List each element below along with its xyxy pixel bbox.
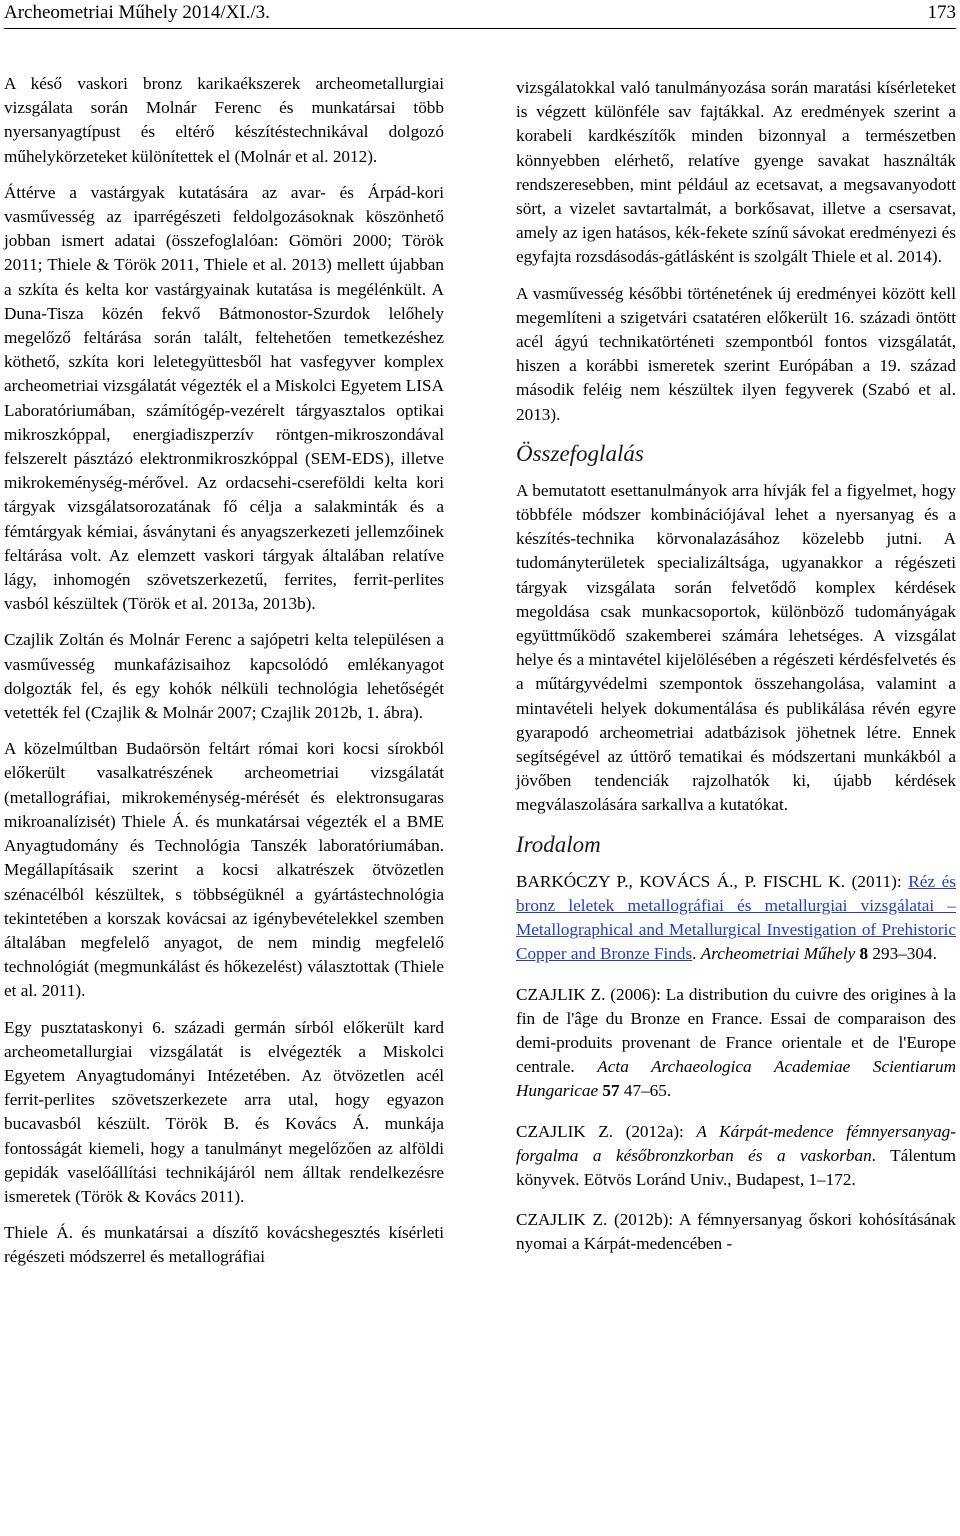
reference-item: [516, 983, 956, 1104]
reference-separator: .: [692, 944, 701, 964]
reference-journal: Acta Archaeologica Academiae Scientiarum Hungaricae: [516, 1057, 956, 1101]
reference-item: [516, 870, 956, 967]
reference-journal: Archeometriai Műhely: [700, 944, 856, 964]
page-header: [4, 0, 956, 29]
reference-title: A Kárpát-medence fémnyersanyag-forgalma a későbronzkorban és a vaskorban: [516, 1121, 956, 1165]
reference-authors: CZAJLIK Z. (2012a):: [516, 1121, 697, 1141]
reference-authors: CZAJLIK Z. (2012b): A fémnyersanyag őskori kohósításának nyomai a Kárpát-medencében -: [516, 1210, 956, 1254]
reference-volume: 57: [598, 1081, 620, 1101]
paragraph: Thiele Á. és munkatársai a díszítő kovácshegesztés kísérleti régészeti módszerrel és metallográfiai: [4, 1223, 444, 1267]
left-column: [4, 72, 444, 1282]
paragraph: Czajlik Zoltán és Molnár Ferenc a sajópetri kelta településen a vasművesség munkafázisaihoz kapcsolódó emlékanyagot dolgozták fel, és egy kohók nélküli technológia lehetőségét vetették fel (Czajlik & Molnár 2007; Czajlik 2012b, 1. ábra).: [4, 630, 444, 723]
reference-authors: CZAJLIK Z. (2006): La distribution du cuivre des origines à la fin de l'âge du Bronze en France. Essai de comparaison des demi-produits provenant de France orientale et de l'Europe centrale.: [516, 984, 956, 1077]
journal-title: Archeometriai Műhely 2014/XI./3.: [4, 2, 270, 23]
reference-item: [516, 1120, 956, 1193]
summary-heading: Összefoglalás: [516, 440, 644, 466]
reference-item: [516, 1208, 956, 1256]
right-column: [516, 76, 956, 1273]
paragraph: Egy pusztataskonyi 6. századi germán sírból előkerült kard archeometallurgiai vizsgálatát is elvégezték a Miskolci Egyetem Anyagtudományi Intézetében. Az ötvözetlen acél ferrit-perlites szövetszerkezete arra utal, hogy egyazon bucavasból készült. Török B. és Kovács Á. munkája fontosságát kiemeli, hogy a tanulmányt megelőzően az alföldi gepidák vaselőállítási technikájáról nem álltak rendelkezésre ismeretek (Török & Kovács 2011).: [4, 1017, 444, 1206]
paragraph: A késő vaskori bronz karikaékszerek archeometallurgiai vizsgálata során Molnár Ferenc és munkatársai több nyersanyagtípust és eltérő készítéstechnikával dolgozó műhelykörzeteket különítettek el (Molnár et al. 2012).: [4, 74, 444, 166]
reference-publisher: . Tálentum könyvek. Eötvös Loránd Univ., Budapest, 1–172.: [516, 1145, 957, 1189]
reference-pages: 47–65.: [619, 1081, 672, 1101]
paragraph: vizsgálatokkal való tanulmányozása során maratási kísérleteket is végzett különféle sav fajtákkal. Az eredmények szerint a korabeli kardkészítők minden bizonnyal a természetben könnyebben elérhető, relatíve gyenge savakat használták rendszeresebben, mint például az ecetsavat, a megsavanyodott sört, a vizelet savtartalmát, a borkősavat, illetve a csersavat, amely az igen hatásos, kék-fekete színű sávokat eredményezi és egyfajta rozsdásodás-gátlásként is szolgált Thiele et al. 2014).: [516, 78, 956, 267]
paragraph: A vasművesség későbbi történetének új eredményei között kell megemlíteni a szigetvári csatatéren előkerült 16. századi öntött acél ágyú technikatörténeti szempontból fontos vizsgálatát, hiszen a korábbi ismeretek szerint Európában a 19. század második feléig nem készültek ilyen fegyverek (Szabó et al. 2013).: [516, 283, 956, 424]
paragraph: A közelmúltban Budaörsön feltárt római kori kocsi sírokból előkerült vasalkatrészének archeometriai vizsgálatát (metallográfiai, mikrokeménység-mérését és elektronsugaras mikroanalízisét) Thiele Á. és munkatársai végezték el a BME Anyagtudomány és Technológia Tanszék laboratóriumában. Megállapításaik szerint a kocsi alkatrészek ötvözetlen szénacélból készültek, s többségüknél a gyártástechnológia tekintetében a korszak kovácsai az igénybevételekkel szemben általában megfelelő anyagot, de nem mindig megfelelő technológiát (megmunkálást és hőkezelést) választottak (Thiele et al. 2011).: [4, 739, 444, 1001]
references-heading: Irodalom: [516, 831, 601, 857]
summary-paragraph: A bemutatott esettanulmányok arra hívják fel a figyelmet, hogy többféle módszer kombinációjával lehet a nyersanyag és a készítés-technika körvonalazásához közelebb jutni. A tudományterületek specializáltsága, ugyanakkor a régészeti tárgyak vizsgálata során felvetődő komplex kérdések megoldása csak munkacsoportok, különböző tudományágak együttműködő szakemberei számára lehetséges. A vizsgálat helye és a mintavétel kijelölésében a régészeti kérdésfelvetés és a műtárgyvédelmi szempontok összehangolása, valamint a mintavételi helyek dokumentálása és publikálása révén egyre gyarapodó archeometriai adatbázisok jöhetnek létre. Ennek segítségével az úttörő tematikai és módszertani munkákból a jövőben tendenciák rajzolhatók ki, újabb kérdések megválaszolására sarkallva a kutatókat.: [516, 480, 956, 815]
reference-link[interactable]: Réz és bronz leletek metallográfiai és metallurgiai vizsgálatai – Metallographical and Metallurgical Investigation of Prehistoric Copper and Bronze Finds: [516, 871, 956, 964]
reference-volume: 8: [855, 944, 869, 964]
paragraph: Áttérve a vastárgyak kutatására az avar- és Árpád-kori vasművesség az iparrégészeti feldolgozásoknak köszönhető jobban ismert adatai (összefoglalóan: Gömöri 2000; Török 2011; Thiele & Török 2011, Thiele et al. 2013) mellett újabban a szkíta és kelta kor vastárgyainak kutatása is megélénkült. A Duna-Tisza közén fekvő Bátmonostor-Szurdok lelőhely megelőző feltárása során talált, feltehetően temetkezéshez köthető, szkíta kori leletegyüttesből hat vasfegyver komplex archeometriai vizsgálatát végezték el a Miskolci Egyetem LISA Laboratóriumában, számítógép-vezérelt tárgyasztalos optikai mikroszkóppal, energiadiszperzív röntgen-mikroszondával felszerelt pásztázó elektronmikroszkóppal (SEM-EDS), illetve mikrokeménység-mérővel. Az ordacsehi-csereföldi kelta kori tárgyak vizsgálatsorozatának fő célja a salakminták és a fémtárgyak kémiai, ásványtani és anyagszerkezeti jellemzőinek feltárása volt. Az elemzett vaskori tárgyak általában relatíve lágy, inhomogén szövetszerkezetű, ferrites, ferrit-perlites vasból készültek (Török et al. 2013a, 2013b).: [4, 182, 444, 614]
page-number: 173: [927, 2, 956, 23]
reference-pages: 293–304.: [868, 944, 937, 964]
reference-authors: BARKÓCZY P., KOVÁCS Á., P. FISCHL K. (2011):: [516, 871, 909, 891]
